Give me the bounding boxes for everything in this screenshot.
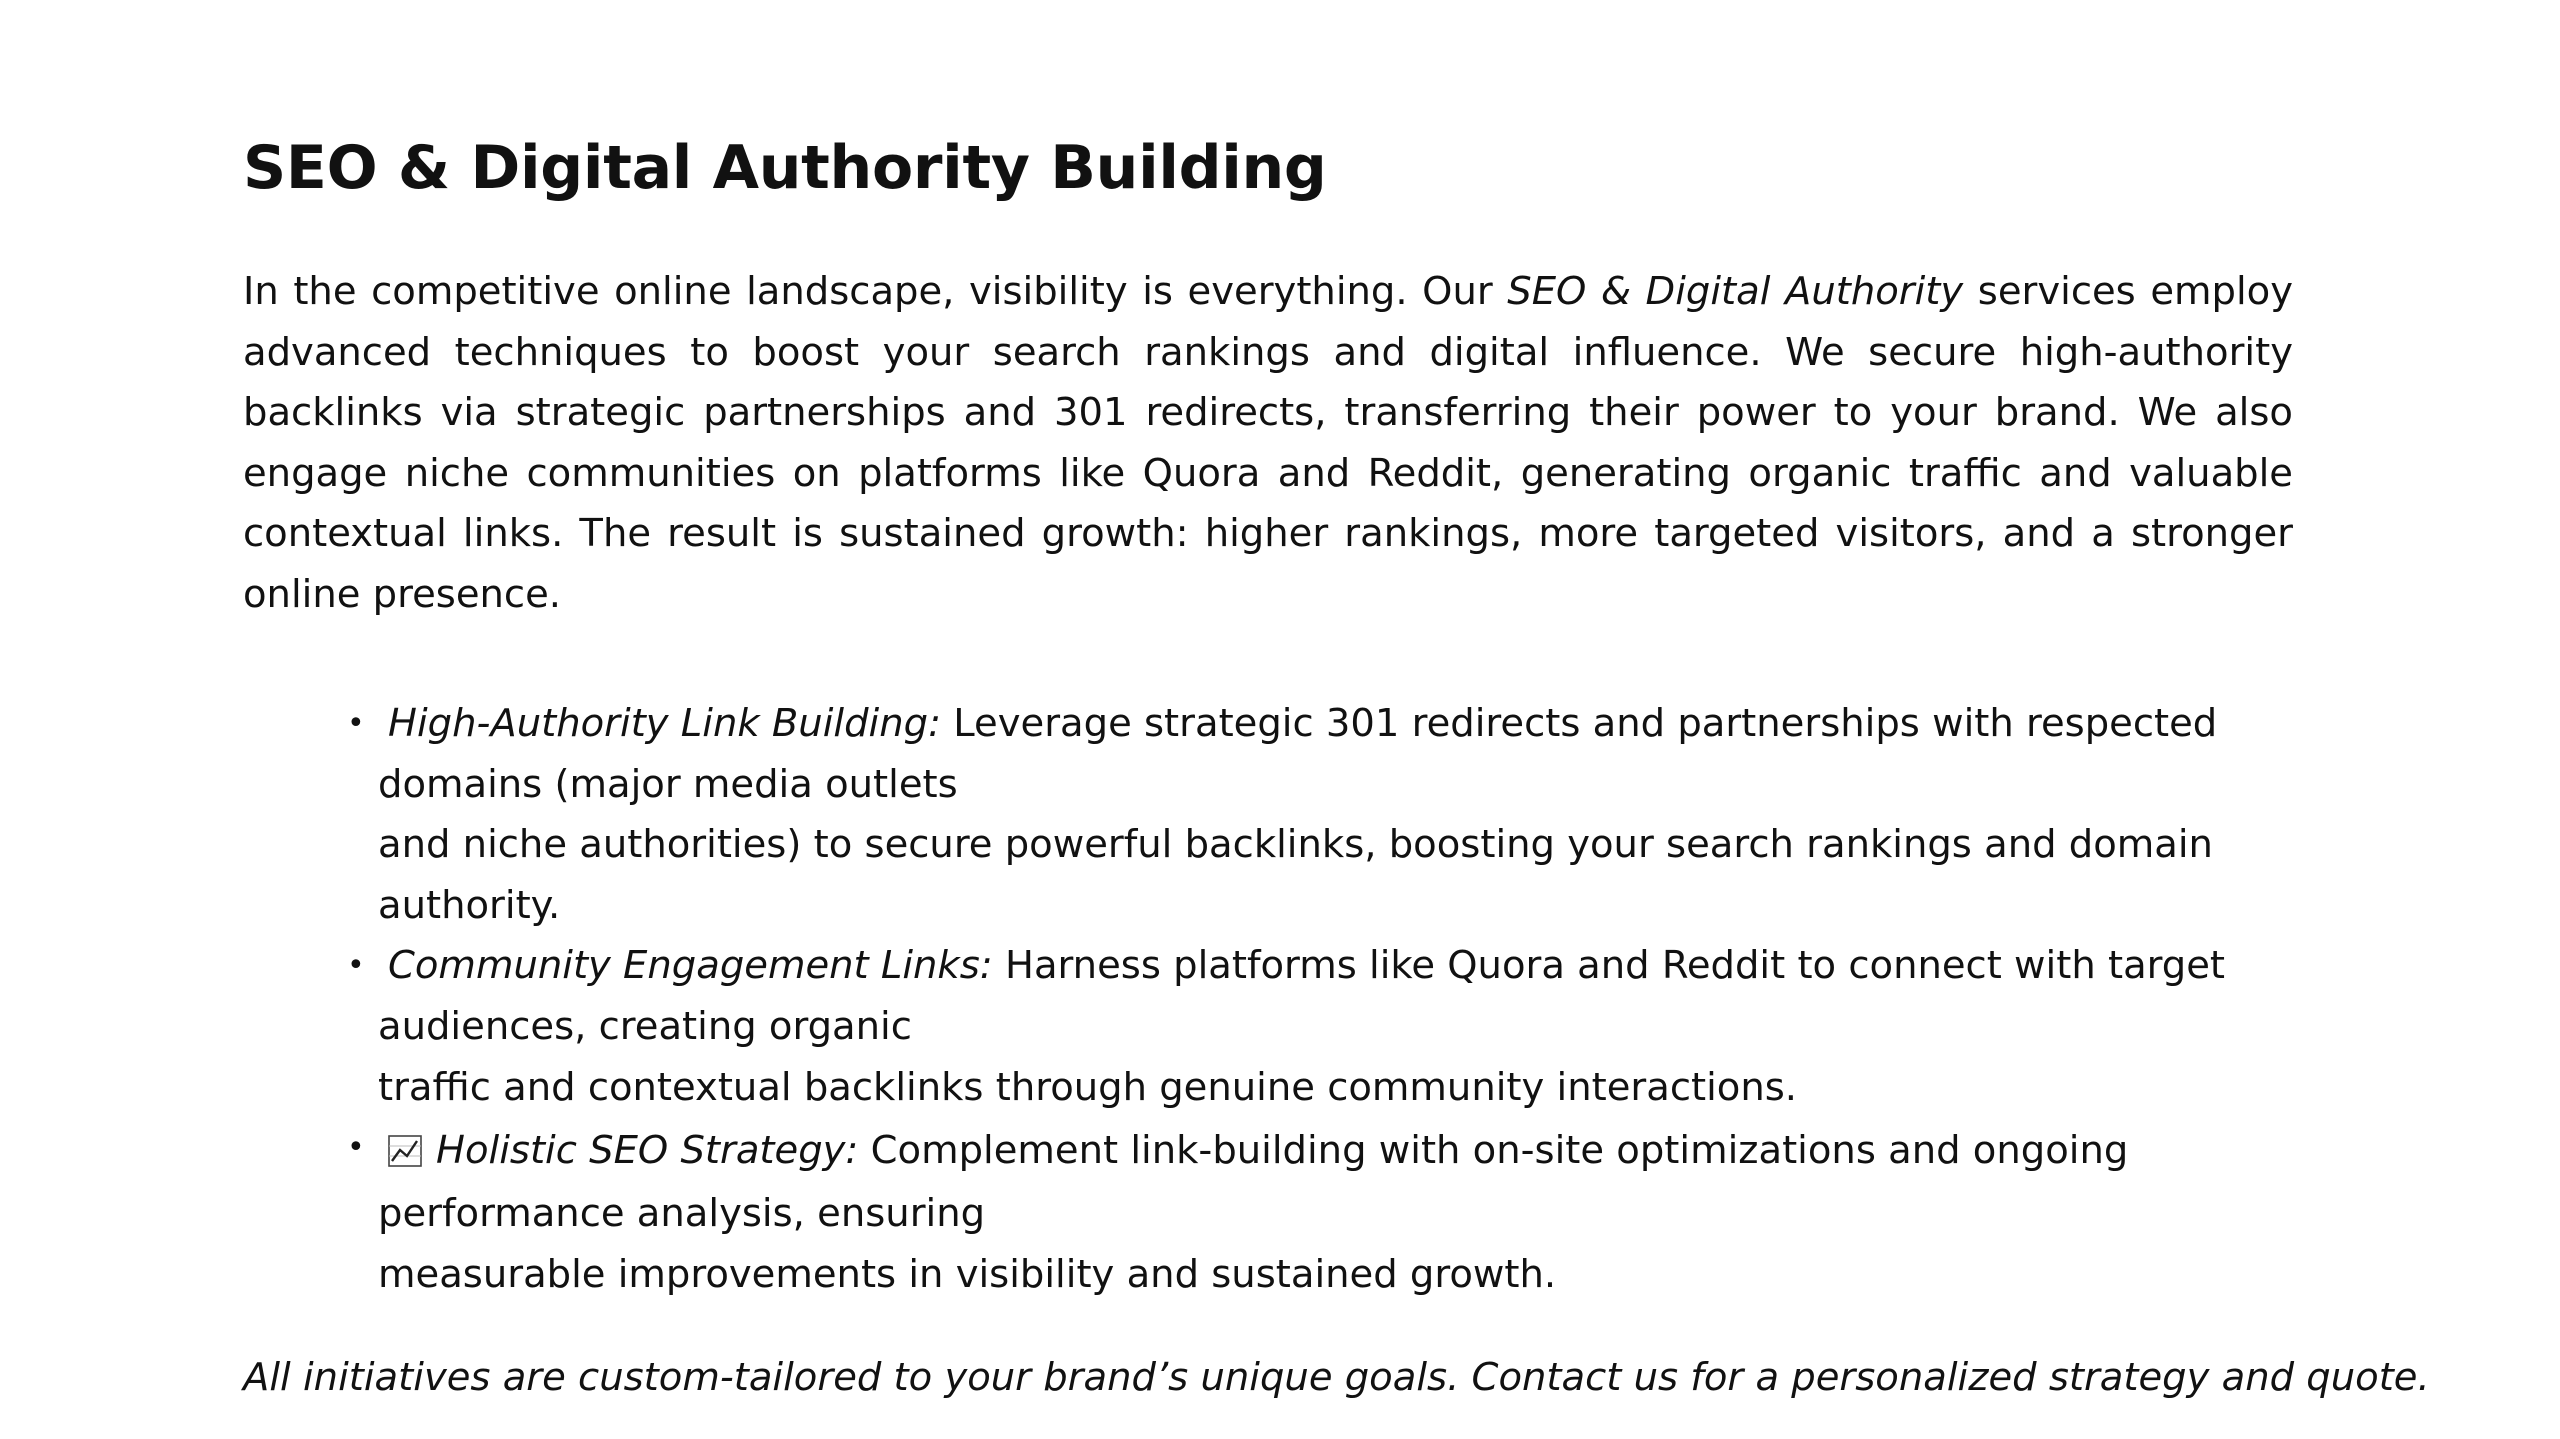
list-item-link-building — [347, 694, 2233, 936]
list-item-text: Complement link-building with on-site optimizations and ongoing — [858, 1128, 2129, 1174]
page-title: SEO & Digital Authority Building — [243, 133, 1327, 203]
chart-increasing-icon — [388, 1122, 422, 1154]
list-item-community — [347, 936, 2233, 1118]
list-item-line: authority. — [378, 882, 561, 928]
intro-emphasis: SEO & Digital Authority — [1507, 269, 1964, 314]
bullet-marker: • — [347, 948, 365, 984]
list-item-line: performance analysis, ensuring — [378, 1191, 986, 1237]
list-item-text: Harness platforms like Quora and Reddit to connect with target — [992, 943, 2226, 989]
intro-text-start: In the competitive online landscape, visibility is everything. Our — [243, 269, 1508, 314]
bullet-marker: • — [347, 1130, 365, 1166]
list-item-term: Holistic SEO Strategy: — [436, 1128, 859, 1174]
list-item-line: and niche authorities) to secure powerful backlinks, boosting your search rankings and domain — [378, 822, 2213, 868]
closing-note: All initiatives are custom-tailored to your brand’s unique goals. Contact us for a personalized strategy and quote. — [243, 1355, 2430, 1400]
list-item-line: audiences, creating organic — [378, 1003, 912, 1049]
list-item-line: measurable improvements in visibility and sustained growth. — [378, 1251, 1557, 1297]
intro-paragraph — [243, 262, 2293, 626]
bullet-marker: • — [347, 706, 365, 741]
intro-text-end: services employ advanced techniques to boost your search rankings and digital influence. We secure high-authority backlinks via strategic partnerships and 301 redirects, transferring their power to your brand. We also engage niche communities on platforms like Quora and Reddit, generating organic traffic and valuable contextual links. The result is sustained growth: higher rankings, more targeted visitors, and a stronger online presence. — [243, 269, 2293, 617]
list-item-line: domains (major media outlets — [378, 761, 958, 807]
list-item-line: traffic and contextual backlinks through genuine community interactions. — [378, 1064, 1798, 1110]
list-item-holistic-seo — [347, 1118, 2233, 1305]
list-item-text: Leverage strategic 301 redirects and partnerships with respected — [941, 701, 2218, 746]
list-item-term: High-Authority Link Building: — [388, 701, 942, 746]
services-list — [347, 694, 2233, 1305]
list-item-term: Community Engagement Links: — [388, 943, 993, 989]
